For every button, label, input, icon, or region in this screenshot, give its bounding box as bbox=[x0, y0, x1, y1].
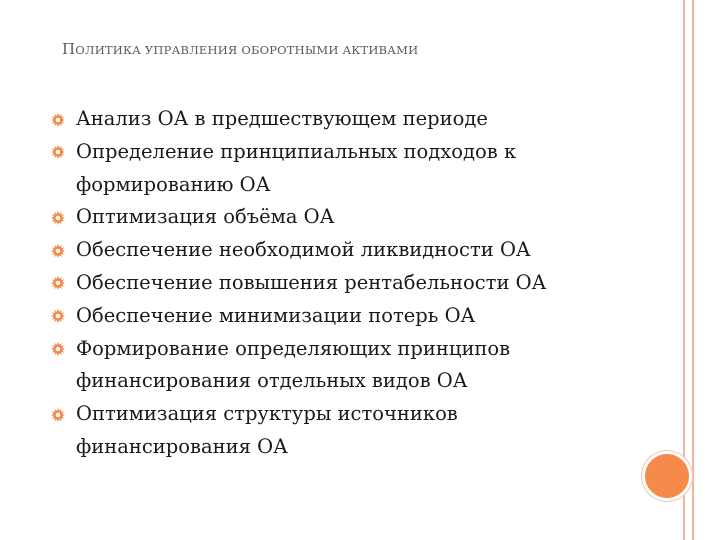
bullet-item-text: Обеспечение минимизации потерь ОА bbox=[76, 303, 476, 327]
starburst-bullet-icon bbox=[51, 276, 65, 290]
bullet-item-text: Оптимизация объёма ОА bbox=[76, 205, 335, 229]
starburst-bullet-icon bbox=[51, 211, 65, 225]
bullet-item-text: финансирования ОА bbox=[76, 434, 288, 458]
bullet-item bbox=[60, 398, 670, 464]
slide-title bbox=[62, 40, 418, 58]
bullet-item-text: Обеспечение повышения рентабельности ОА bbox=[76, 270, 547, 294]
starburst-bullet-icon bbox=[51, 145, 65, 159]
starburst-bullet-icon bbox=[51, 244, 65, 258]
bullet-item bbox=[60, 300, 670, 333]
bullet-item-text: Анализ ОА в предшествующем периоде bbox=[76, 107, 488, 130]
bullet-item-text: формированию ОА bbox=[76, 172, 271, 196]
bullet-item bbox=[60, 103, 670, 136]
bullet-item bbox=[60, 201, 670, 234]
slide-title-initial: П bbox=[62, 40, 76, 58]
starburst-bullet-icon bbox=[51, 309, 65, 323]
starburst-bullet-icon bbox=[51, 408, 65, 422]
bullet-item-text: Обеспечение необходимой ликвидности ОА bbox=[76, 238, 531, 262]
bullet-item-text: Определение принципиальных подходов к bbox=[76, 139, 517, 163]
starburst-bullet-icon bbox=[51, 113, 65, 127]
bullet-item bbox=[60, 333, 670, 399]
bullet-list bbox=[60, 103, 670, 464]
bullet-item-text: Формирование определяющих принципов bbox=[76, 336, 511, 360]
slide-title-rest: ОЛИТИКА УПРАВЛЕНИЯ ОБОРОТНЫМИ АКТИВАМИ bbox=[75, 43, 419, 57]
bullet-item-text: Оптимизация структуры источников bbox=[76, 402, 458, 426]
decorative-line-right bbox=[692, 0, 694, 540]
bullet-item bbox=[60, 136, 670, 202]
bullet-item bbox=[60, 234, 670, 267]
starburst-bullet-icon bbox=[51, 342, 65, 356]
bullet-item bbox=[60, 267, 670, 300]
bullet-item-text: финансирования отдельных видов ОА bbox=[76, 369, 468, 393]
